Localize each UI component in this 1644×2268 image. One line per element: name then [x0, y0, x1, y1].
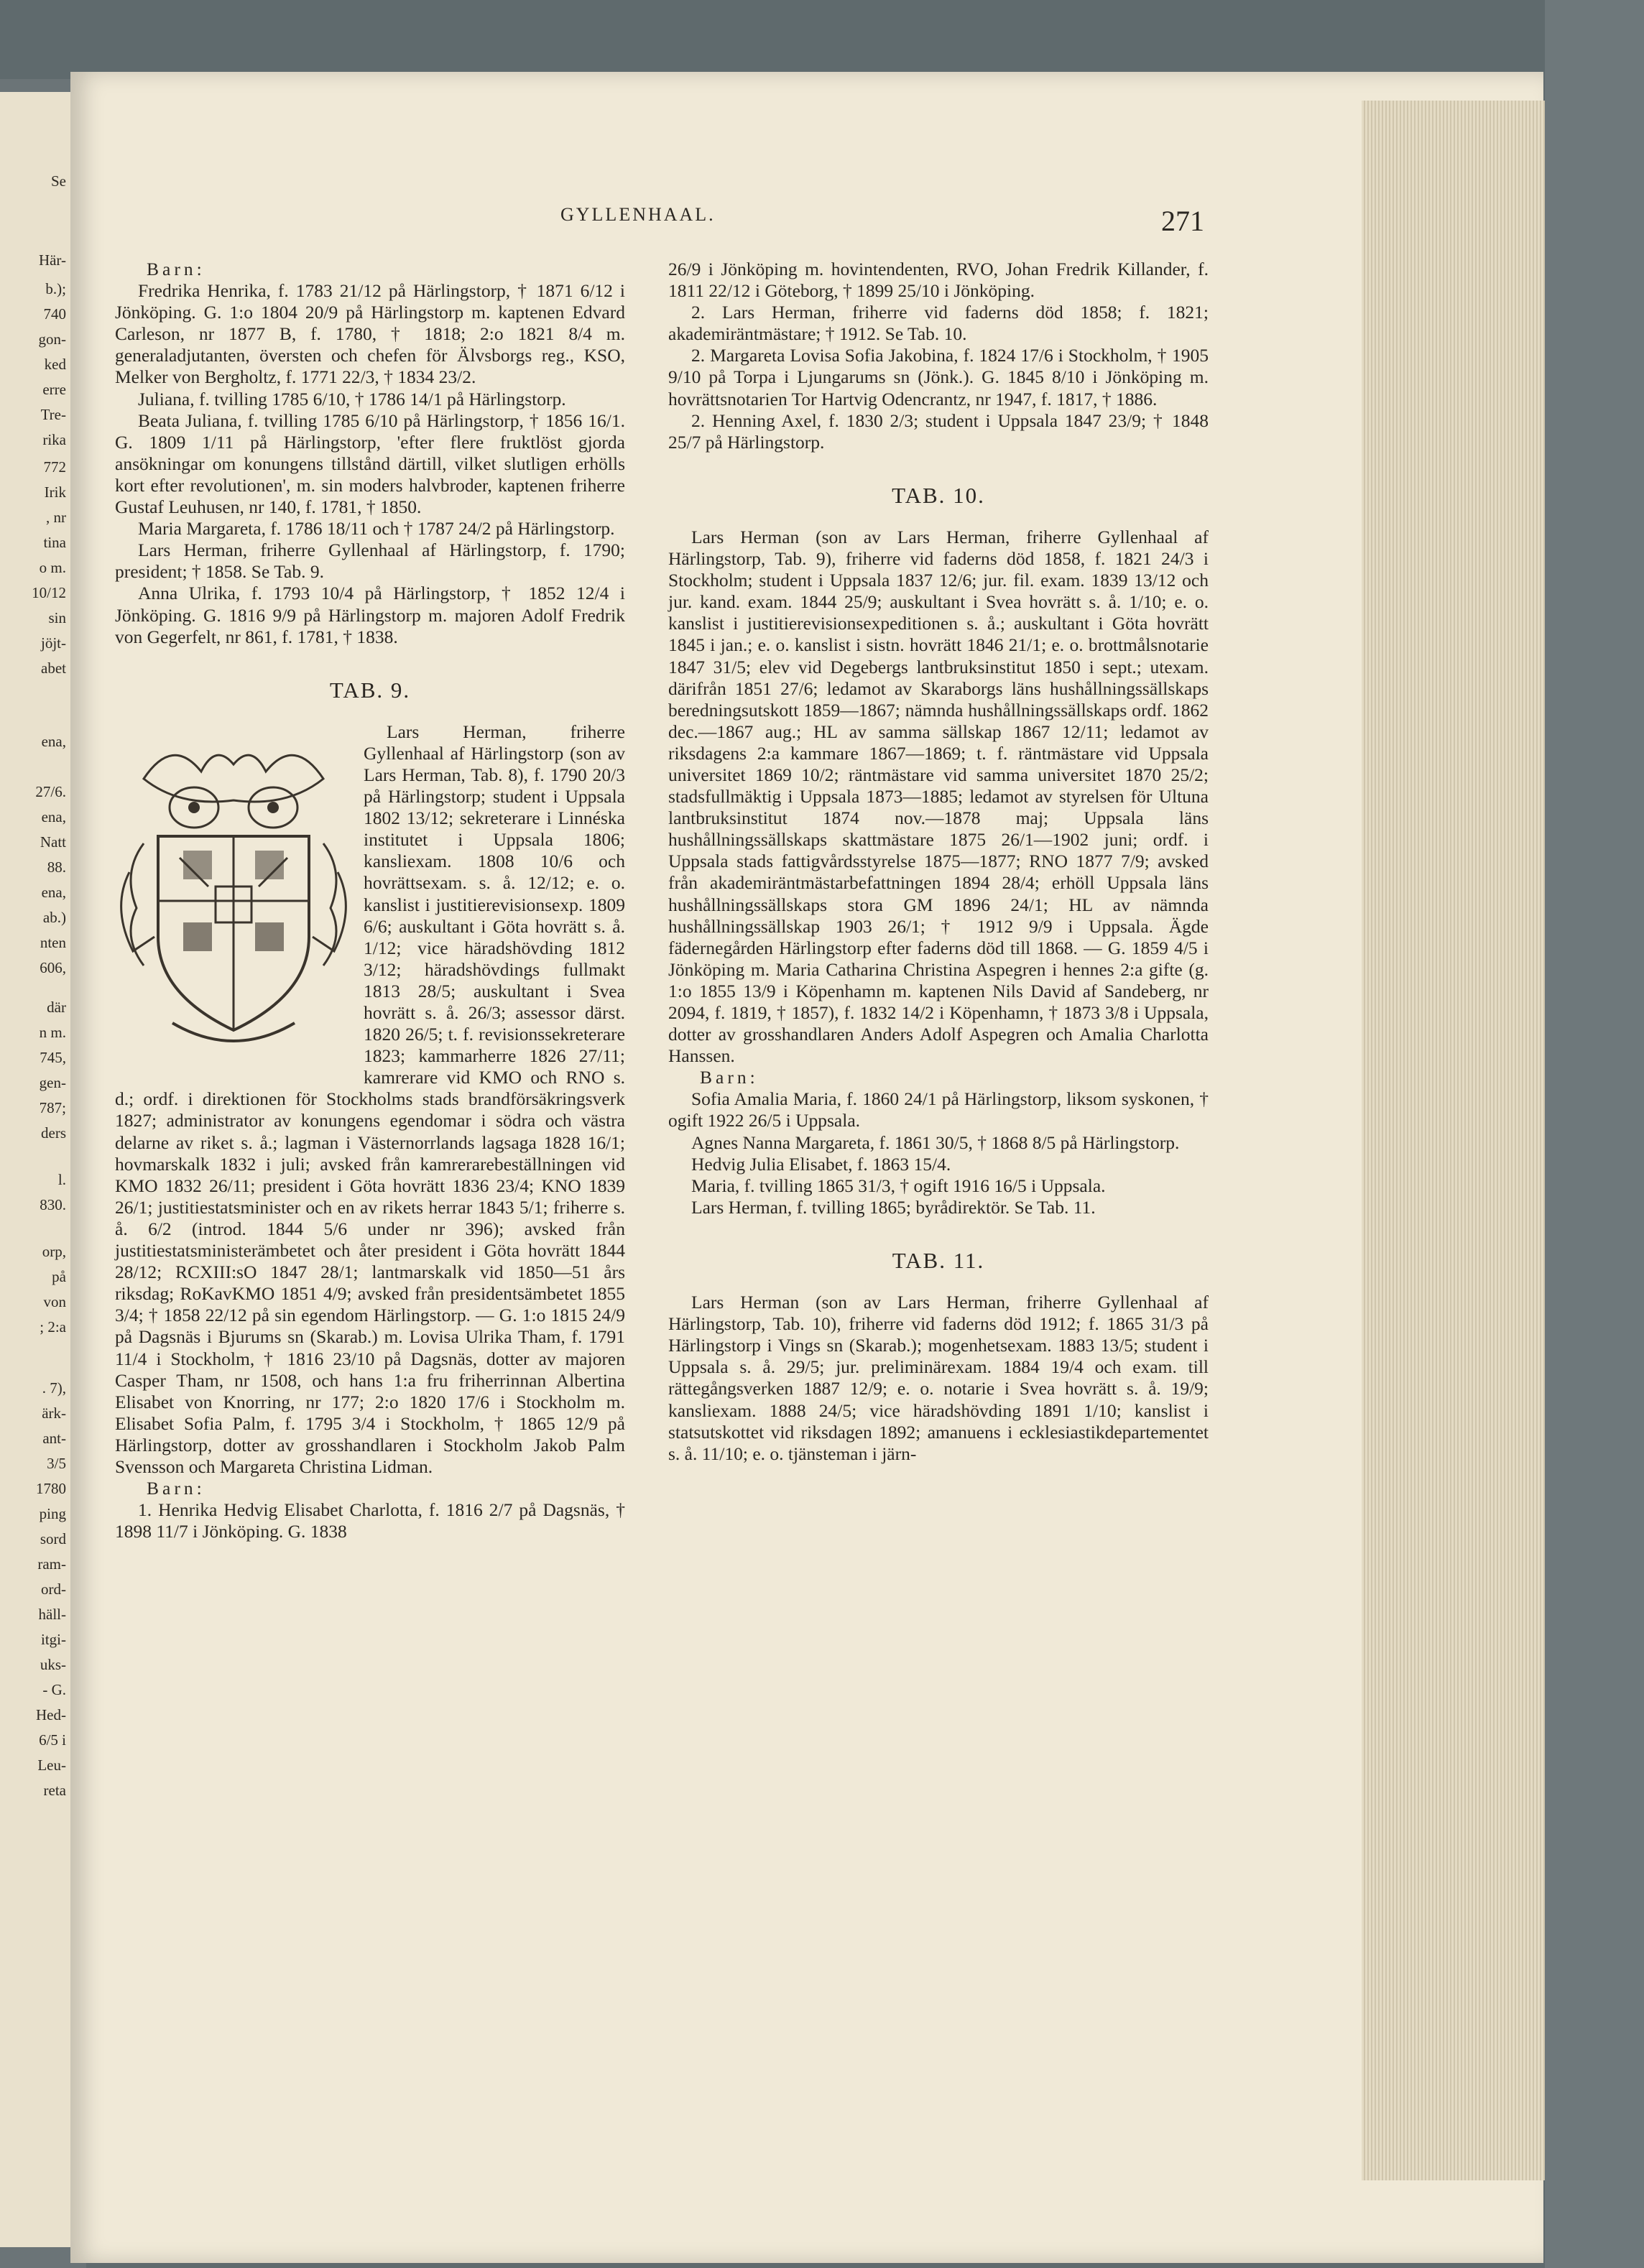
entry-paragraph: Agnes Nanna Margareta, f. 1861 30/5, † 1868 8/5 på Härlingstorp. — [691, 1131, 1180, 1153]
entry-paragraph: Lars Herman (son av Lars Herman, friherre Gyllenhaal af Härlingstorp, Tab. 9), friherre vid faderns död 1858, f. 1821 24/3 i Stockholm; student i Uppsala 1837 12/6; jur. fil. exam. 1839 13/12 och jur. kand. exam. 1844 25/9; auskultant i Svea hovrätt s. å. 1/10; e. o. kanslist i justitierevisionsexpeditionen s. å.; auskultant i Göta hovrätt 1845 i jan.; e. o. kanslist i sistn. hovrätt 1846 21/1; e. o. brottmålsnotarie 1847 31/5; elev vid Degebergs lantbruksinstitut 1850 i sept.; utexam. därifrån 1851 27/6; ledamot av Skaraborgs läns hushållningssällskaps beredningsutskott 1859—1867; nämnda hushållningssällskaps ordf. 1862 dec.—1867 aug.; HL av samma sällskap 1867 12/11; ledamot av riksdagens 2:a kammare 1867—1869; t. f. räntmästare vid Uppsala universitet 1869 10/2; räntmästare vid samma universitet 1870 25/2; stadsfullmäktig i Uppsala 1873—1885; ledamot av styrelsen för Ultuna lantbruksinstitut 1874 nov.—1878 maj; Uppsala läns hushållningssällskaps skattmästare 1875 26/1—1902 juni; ordf. i Uppsala stads fattigvårdsstyrelse 1875—1877; RNO 1877 7/9; avsked från akademiräntmästarbefattningen 1894 28/4; erhöll Uppsala läns hushållningssällskaps stora GM 1896 24/1; HL av nämnda hushållningssällskap 1903 26/1; † 1912 9/9 i Uppsala. Ägde fädernegården Härlingstorp efter faderns död till 1868. — G. 1859 4/5 i Jönköping m. Maria Catharina Christina Aspegren i hennes 2:a gifte (g. 1:o 1855 13/9 i Köpenhamn m. kaptenen Nils David af Sandeberg, nr 2094, f. 1819, † 1857), f. 1832 14/2 i Köpenhamn, † 1873 3/8 i Uppsala, dotter av grosshandlaren Anders Adolf Aspegren och Amalia Charlotta Hanssen. — [668, 526, 1209, 1067]
previous-page-fragment: b.); — [45, 280, 66, 297]
previous-page-fragment: 740 — [43, 305, 66, 323]
previous-page-fragment: 10/12 — [32, 584, 66, 601]
table-heading-11: TAB. 11. — [892, 1247, 985, 1273]
entry-paragraph: Anna Ulrika, f. 1793 10/4 på Härlingstorp, † 1852 12/4 i Jönköping. G. 1816 9/9 på Härlingstorp m. majoren Adolf Fredrik von Gegerfelt, nr 861, f. 1781, † 1838. — [115, 583, 625, 647]
previous-page-fragment: Tre- — [40, 406, 66, 423]
previous-page-fragment: 830. — [40, 1196, 66, 1213]
previous-page-fragment: 787; — [39, 1099, 66, 1116]
previous-page-fragment: tina — [43, 534, 66, 551]
previous-page-fragment: 6/5 i — [39, 1731, 66, 1749]
previous-page-fragment: sin — [48, 609, 66, 626]
previous-page-fragment: ping — [39, 1505, 66, 1522]
entry-paragraph: Lars Herman, friherre Gyllenhaal af Härlingstorp (son av Lars Herman, Tab. 8), f. 1790 20/3 på Härlingstorp; student i Uppsala 1802 13/12; sekreterare i Linnéska institutet i Uppsala 1806; kansliexam. 1808 10/6 och hovrättsexam. s. å. 12/12; e. o. kanslist i justitierevisionsexp. 1809 6/6; auskultant i Göta hovrätt s. å. 1/12; vice häradshövding 1812 3/12; häradshövdings fullmakt 1813 28/5; auskultant i Svea hovrätt s. å. 26/3; assessor därst. 1820 26/5; t. f. revisionssekreterare 1823; kammarherre 1826 27/11; kamrerare vid KMO och RNO s. d.; ordf. i direktionen för Stockholms stads brandförsäkringsverk 1827; administrator av konungens egendomar i södra och västra delarne av riket s. å.; lagman i Västernorrlands lagsaga 1828 16/1; hovmarskalk 1832 i juli; avsked från kamrerarebeställningen vid KMO 1832 26/11; president i Göta hovrätt 1836 23/4; KNO 1839 26/1; justitiestatsminister och en av rikets herrar 1843 5/1; friherre s. å. 6/2 (introd. 1844 5/6 under nr 396); avsked från justitiestatsministerämbetet och åter president i Göta hovrätt 1844 28/12; RCXIII:sO 1847 28/1; lantmarskalk vid 1850—51 års riksdag; RoKavKMO 1851 4/9; avsked från presidentsämbetet 1855 3/4; † 1858 22/12 på sin egendom Härlingstorp. — G. 1:o 1815 24/9 på Dagsnäs i Bjurums sn (Skarab.) m. Lovisa Ulrika Tham, f. 1791 11/4 i Stockholm, † 1816 23/10 på Dagsnäs, dotter av majoren Casper Tham, nr 1508, och hans 1:a fru friherrinnan Albertina Elisabet von Knorring, nr 177; 2:o 1820 17/6 i Stockholm m. Elisabet Sofia Palm, f. 1795 3/4 i Stockholm, † 1865 12/9 på Härlingstorp, dotter av grosshandlaren i Stockholm Jakob Palm Svensson och Margareta Christina Lidman. — [115, 721, 625, 1477]
previous-page-fragment: ena, — [41, 808, 66, 825]
previous-page-fragment: n m. — [39, 1024, 66, 1041]
previous-page-fragment: ord- — [41, 1580, 66, 1598]
left-column — [115, 259, 625, 1542]
table-heading-10: TAB. 10. — [892, 482, 985, 508]
entry-paragraph: Lars Herman (son av Lars Herman, friherre Gyllenhaal af Härlingstorp, Tab. 10), friherre vid faderns död 1912; f. 1865 31/3 på Härlingstorp i Vings sn (Skarab.); mogenhetsexam. 1883 13/5; student i Uppsala s. å. 29/5; jur. preliminärexam. 1884 19/4 och exam. till rättegångsverken 1887 12/9; e. o. notarie i Svea hovrätt s. å. 19/9; kansliexam. 1888 24/5; vice häradshövding 1891 1/10; kanslist i statsutskottet vid riksdagen 1892; amanuens i ecklesiastikdepartementet s. å. 11/10; e. o. tjänsteman i järn- — [668, 1292, 1209, 1464]
children-heading: Barn: — [147, 1478, 206, 1499]
previous-page-fragment: Leu- — [37, 1756, 66, 1774]
entry-paragraph: Hedvig Julia Elisabet, f. 1863 15/4. — [691, 1153, 951, 1175]
previous-page-edge — [0, 92, 70, 2247]
previous-page-fragment: reta — [43, 1782, 66, 1799]
previous-page-fragment: 772 — [43, 458, 66, 476]
previous-page-fragment: ab.) — [42, 909, 66, 926]
previous-page-fragment: ; 2:a — [40, 1318, 66, 1336]
previous-page-fragment: på — [52, 1268, 66, 1285]
previous-page-fragment: , nr — [46, 509, 66, 526]
previous-page-fragment: abet — [41, 659, 66, 677]
previous-page-fragment: o m. — [39, 559, 66, 576]
previous-page-fragment: häll- — [38, 1606, 66, 1623]
previous-page-fragment: 606, — [40, 959, 66, 976]
entry-paragraph: 2. Lars Herman, friherre vid faderns död 1858; f. 1821; akademiräntmästare; † 1912. Se Tab. 10. — [668, 302, 1209, 345]
previous-page-fragment: Se — [51, 172, 66, 190]
previous-page-fragment: ders — [41, 1124, 66, 1142]
previous-page-fragment: uks- — [40, 1656, 66, 1673]
previous-page-fragment: gon- — [38, 330, 66, 348]
previous-page-fragment: 745, — [40, 1049, 66, 1066]
entry-paragraph: Fredrika Henrika, f. 1783 21/12 på Härlingstorp, † 1871 6/12 i Jönköping. G. 1:o 1804 20/9 på Härlingstorp m. kaptenen Edvard Carleson, nr 1877 B, f. 1780, † 1818; 2:o 1821 8/4 m. generaladjutanten, översten och chefen för Älvsborgs reg., KSO, Melker von Bergholtz, f. 1771 22/3, † 1834 23/2. — [115, 280, 625, 388]
previous-page-fragment: Natt — [40, 833, 66, 851]
previous-page-fragment: ram- — [37, 1555, 66, 1573]
entry-paragraph: Beata Juliana, f. tvilling 1785 6/10 på Härlingstorp, † 1856 16/1. G. 1809 1/11 på Härlingstorp, 'efter flere fruktlöst gjorda ansökningar om konungens tillstånd därtill, vilket slutligen erhölls kort efter revolutionen', m. sin moders halvbroder, kaptenen friherre Gustaf Leuhusen, nr 140, f. 1781, † 1850. — [115, 409, 625, 518]
running-head: GYLLENHAAL. — [560, 204, 716, 225]
previous-page-fragment: erre — [42, 381, 66, 398]
previous-page-fragment: ena, — [41, 884, 66, 901]
entry-paragraph: Maria Margareta, f. 1786 18/11 och † 1787 24/2 på Härlingstorp. — [138, 518, 615, 540]
previous-page-fragment: Irik — [44, 483, 66, 501]
entry-paragraph: Maria, f. tvilling 1865 31/3, † ogift 1916 16/5 i Uppsala. — [691, 1175, 1106, 1196]
previous-page-fragment: gen- — [39, 1074, 66, 1091]
entry-paragraph: Lars Herman, f. tvilling 1865; byrådirektör. Se Tab. 11. — [691, 1196, 1096, 1218]
children-heading: Barn: — [147, 259, 206, 279]
book-cover-right — [1545, 0, 1644, 2268]
previous-page-fragment: Här- — [38, 251, 66, 269]
previous-page-fragment: jöjt- — [41, 634, 66, 652]
entry-paragraph: 1. Henrika Hedvig Elisabet Charlotta, f. 1816 2/7 på Dagsnäs, † 1898 11/7 i Jönköping. G. 1838 — [115, 1499, 625, 1542]
previous-page-fragment: nten — [40, 934, 66, 951]
previous-page-fragment: ked — [44, 356, 66, 373]
previous-page-fragment: där — [47, 999, 66, 1016]
page-number: 271 — [1161, 205, 1204, 237]
coat-of-arms-emblem — [115, 721, 352, 1073]
previous-page-fragment: ena, — [41, 733, 66, 750]
right-column — [668, 259, 1209, 1465]
entry-paragraph: 2. Margareta Lovisa Sofia Jakobina, f. 1824 17/6 i Stockholm, † 1905 9/10 på Torpa i Ljungarums sn (Jönk.). G. 1845 8/10 i Jönköping m. hovrättsnotarien Tor Hartvig Odencrantz, nr 1947, f. 1817, † 1886. — [668, 345, 1209, 409]
previous-page-fragment: ärk- — [42, 1404, 66, 1422]
previous-page-fragment: itgi- — [41, 1631, 66, 1648]
previous-page-fragment: 88. — [47, 858, 66, 876]
entry-paragraph: Juliana, f. tvilling 1785 6/10, † 1786 14/1 på Härlingstorp. — [138, 388, 566, 409]
previous-page-fragment: l. — [57, 1171, 66, 1188]
previous-page-fragment: Hed- — [36, 1706, 66, 1723]
previous-page-fragment: . 7), — [42, 1379, 66, 1397]
previous-page-fragment: ant- — [42, 1430, 66, 1447]
entry-paragraph: Sofia Amalia Maria, f. 1860 24/1 på Härlingstorp, liksom syskonen, † ogift 1922 26/5 i Uppsala. — [668, 1088, 1209, 1131]
children-heading: Barn: — [700, 1067, 759, 1088]
previous-page-fragment: rika — [42, 431, 66, 448]
previous-page-fragment: von — [43, 1293, 66, 1310]
previous-page-fragment: 27/6. — [35, 783, 66, 800]
previous-page-fragment: - G. — [42, 1681, 66, 1698]
entry-paragraph: 26/9 i Jönköping m. hovintendenten, RVO, Johan Fredrik Killander, f. 1811 22/12 i Göteborg, † 1899 25/10 i Jönköping. — [668, 259, 1209, 302]
page-fore-edge — [1362, 101, 1545, 2180]
previous-page-fragment: sord — [40, 1530, 66, 1547]
entry-paragraph: Lars Herman, friherre Gyllenhaal af Härlingstorp, f. 1790; president; † 1858. Se Tab. 9. — [115, 540, 625, 583]
entry-paragraph: 2. Henning Axel, f. 1830 2/3; student i Uppsala 1847 23/9; † 1848 25/7 på Härlingstorp. — [668, 409, 1209, 453]
previous-page-fragment: 1780 — [36, 1480, 66, 1497]
table-heading-9: TAB. 9. — [329, 677, 411, 703]
previous-page-fragment: 3/5 — [47, 1455, 66, 1472]
previous-page-fragment: orp, — [42, 1243, 66, 1260]
